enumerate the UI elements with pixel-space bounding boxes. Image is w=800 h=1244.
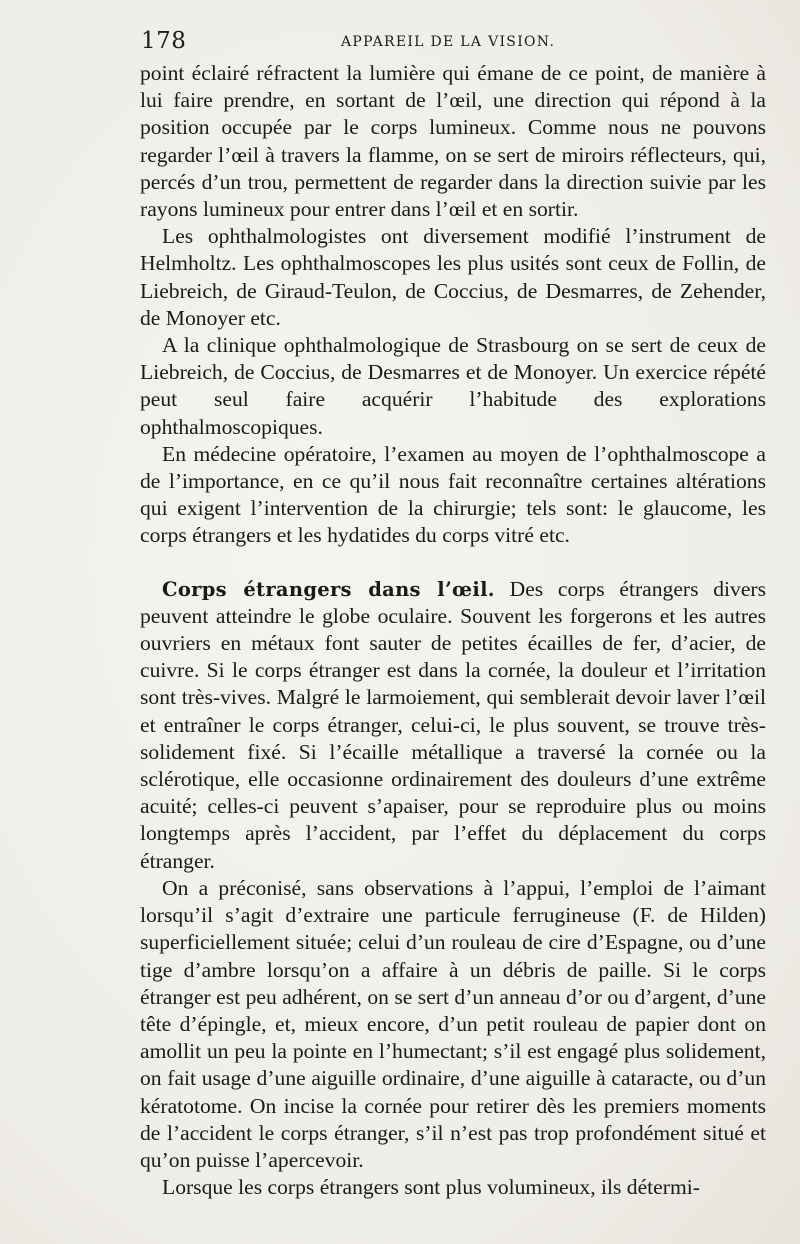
paragraph-larger-bodies: Lorsque les corps étrangers sont plus volumineux, ils détermi-	[162, 1175, 700, 1200]
page-number: 178	[141, 28, 187, 54]
running-title: APPAREIL DE LA VISION.	[341, 34, 556, 50]
body-text	[140, 60, 766, 1201]
paragraph-ophthalmoscope-principle: point éclairé réfractent la lumière qui émane de ce point, de manière à lui faire prendre, en sortant de l’œil, une direction qui répond à la position occupée par le corps lumineux. Comme nous ne pouvons regarder l’œil à travers la flamme, on se sert de miroirs réflecteurs, qui, percés d’un trou, permettent de regarder dans la direction suivie par les rayons lumineux pour entrer dans l’œil et en sortir.	[140, 61, 766, 222]
paragraph-foreign-bodies-text: Des corps étrangers divers peuvent atteindre le globe oculaire. Souvent les forgerons et les autres ouvriers en métaux font sauter de petites écailles de fer, d’acier, de cuivre. Si le corps étranger est dans la cornée, la douleur et l’irritation sont très-vives. Malgré le larmoiement, qui semblerait devoir laver l’œil et entraîner le corps étranger, celui-ci, le plus souvent, se trouve très-solidement fixé. Si l’écaille métallique a traversé la cornée ou la sclérotique, elle occasionne ordinairement des douleurs d’une extrême acuité; celles-ci peuvent s’apaiser, pour se reproduire plus ou moins longtemps après l’accident, par l’effet du déplacement du corps étranger.	[140, 576, 766, 873]
section-heading-foreign-bodies: Corps étrangers dans l’œil.	[162, 577, 495, 601]
paragraph-extraction-methods: On a préconisé, sans observations à l’appui, l’emploi de l’aimant lorsqu’il s’agit d’extraire une particule ferrugineuse (F. de Hilden) superficiellement située; celui d’un rouleau de cire d’Espagne, ou d’une tige d’ambre lorsqu’on a affaire à un débris de paille. Si le corps étranger est peu adhérent, on se sert d’un anneau d’or ou d’argent, d’une tête d’épingle, et, mieux encore, d’un petit rouleau de papier dont on amollit un peu la pointe en l’humectant; s’il est engagé plus solidement, on fait usage d’une aiguille ordinaire, d’une aiguille à cataracte, ou d’un kératotome. On incise la cornée pour retirer dès les premiers moments de l’accident le corps étranger, s’il n’est pas trop profondément situé et qu’on puisse l’apercevoir.	[140, 875, 766, 1172]
paragraph-foreign-bodies	[140, 576, 766, 875]
page-header	[141, 28, 761, 58]
paragraph-strasbourg-clinic: A la clinique ophthalmologique de Strasbourg on se sert de ceux de Liebreich, de Coccius, de Desmarres et de Monoyer. Un exercice répété peut seul faire acquérir l’habitude des explorations ophthalmoscopiques.	[140, 333, 766, 439]
paragraph-operative-medicine: En médecine opératoire, l’examen au moyen de l’ophthalmoscope a de l’importance, en ce qu’il nous fait reconnaître certaines altérations qui exigent l’intervention de la chirurgie; tels sont: le glaucome, les corps étrangers et les hydatides du corps vitré etc.	[140, 441, 766, 548]
paragraph-ophthalmoscope-types: Les ophthalmologistes ont diversement modifié l’instrument de Helmholtz. Les ophthalmoscopes les plus usités sont ceux de Follin, de Liebreich, de Giraud-Teulon, de Coccius, de Desmarres, de Zehender, de Monoyer etc.	[140, 224, 766, 330]
